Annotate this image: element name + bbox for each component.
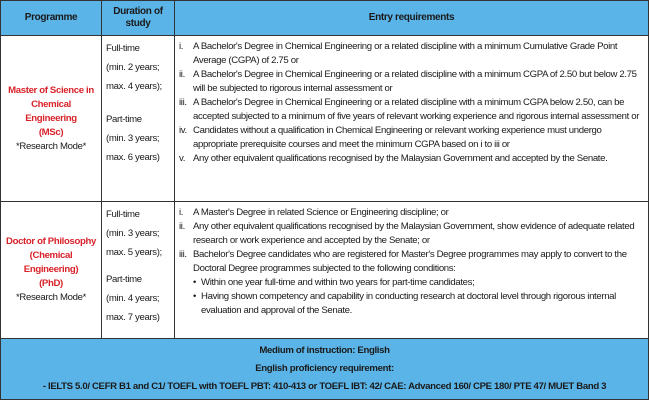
condition-item [179, 290, 644, 318]
duration-cell [102, 36, 175, 202]
item-text: Any other equivalent qualifications recognised by the Malaysian Government, show evidence of adequate related research or work experience and accepted by the Senate; or [193, 221, 635, 246]
item-number: ii. [179, 69, 185, 80]
duration-cell [102, 202, 175, 339]
programme-mode: *Research Mode* [16, 292, 86, 303]
requirement-item [179, 124, 644, 152]
part-time-min: (min. 3 years; [106, 133, 160, 144]
header-programme: Programme [1, 1, 102, 36]
programme-line: (PhD) [39, 278, 63, 289]
item-number: iii. [179, 249, 187, 260]
table-row-phd [1, 202, 649, 339]
requirement-item [179, 40, 644, 68]
header-requirements: Entry requirements [175, 1, 649, 36]
header-duration: Duration of study [102, 1, 175, 36]
item-number: iv. [179, 125, 187, 136]
language-requirements [1, 339, 649, 400]
item-number: i. [179, 41, 184, 52]
full-time-label: Full-time [106, 209, 140, 220]
bullet-icon: • [193, 291, 197, 302]
full-time-min: (min. 2 years; [106, 62, 160, 73]
footer-row [1, 339, 649, 400]
item-text: Bachelor's Degree candidates who are registered for Master's Degree programmes may apply to convert to the Doctoral Degree programmes subjected to the following conditions: [193, 249, 627, 274]
item-text: Candidates without a qualification in Chemical Engineering or relevant working experience must undergo appropriate prerequisite courses and meet the minimum CGPA based on i to iii or [193, 125, 602, 150]
item-text: Any other equivalent qualifications recognised by the Malaysian Government and accepted by the Senate. [193, 153, 608, 164]
requirement-item [179, 248, 644, 276]
programme-name [5, 84, 97, 140]
programme-name [5, 235, 97, 291]
english-requirement-title: English proficiency requirement: [255, 363, 394, 374]
part-time-label: Part-time [106, 274, 142, 285]
english-requirement-detail: - IELTS 5.0/ CEFR B1 and C1/ TOEFL with TOEFL PBT: 410-413 or TOEFL IBT: 42/ CAE: Advanced 160/ CPE 180/ PTE 47/ MUET Band 3 [42, 381, 607, 392]
medium-of-instruction: Medium of instruction: English [259, 345, 390, 356]
requirement-item [179, 152, 644, 166]
condition-text: Having shown competency and capability in conducting research at doctoral level through rigorous internal evaluation and approval of the Senate. [201, 291, 616, 316]
bullet-icon: • [193, 277, 197, 288]
requirement-item [179, 68, 644, 96]
part-time-max: max. 6 years) [106, 152, 160, 163]
table-header-row [1, 1, 649, 36]
requirements-cell [175, 202, 649, 339]
programme-cell [1, 36, 102, 202]
part-time-min: (min. 4 years; [106, 293, 160, 304]
programme-line: Doctor of Philosophy [5, 236, 96, 247]
requirement-item [179, 96, 644, 124]
full-time-max: max. 4 years); [106, 81, 162, 92]
programme-cell [1, 202, 102, 339]
requirements-cell [175, 36, 649, 202]
requirement-item [179, 206, 644, 220]
full-time-max: max. 5 years); [106, 247, 162, 258]
item-number: ii. [179, 221, 185, 232]
programme-line: Master of Science in [8, 84, 94, 96]
item-text: A Bachelor's Degree in Chemical Engineering or a related discipline with a minimum CGPA of 2.50 but below 2.75 will be subjected to rigorous internal assessment or [193, 69, 637, 94]
part-time-label: Part-time [106, 114, 142, 125]
item-number: iii. [179, 97, 187, 108]
item-number: v. [179, 153, 186, 164]
part-time-max: max. 7 years) [106, 312, 160, 323]
condition-item [179, 276, 644, 290]
programme-mode: *Research Mode* [16, 140, 86, 152]
condition-text: Within one year full-time and within two years for part-time candidates; [201, 277, 475, 288]
programme-line: (Chemical Engineering) [23, 250, 79, 275]
requirement-item [179, 220, 644, 248]
programme-line: (MSc) [38, 126, 64, 138]
item-text: A Bachelor's Degree in Chemical Engineering or a related discipline with a minimum CGPA below 2.50, can be accepted subjected to a minimum of five years of relevant working experience and rigorous internal assessment or [193, 97, 640, 122]
table-row-msc [1, 36, 649, 202]
item-text: A Bachelor's Degree in Chemical Engineering or a related discipline with a minimum Cumulative Grade Point Average (CGPA) of 2.75 or [193, 41, 618, 66]
full-time-min: (min. 3 years; [106, 228, 160, 239]
item-number: i. [179, 207, 184, 218]
item-text: A Master's Degree in related Science or Engineering discipline; or [193, 207, 449, 218]
full-time-label: Full-time [106, 43, 140, 54]
programme-line: Chemical Engineering [25, 98, 77, 124]
